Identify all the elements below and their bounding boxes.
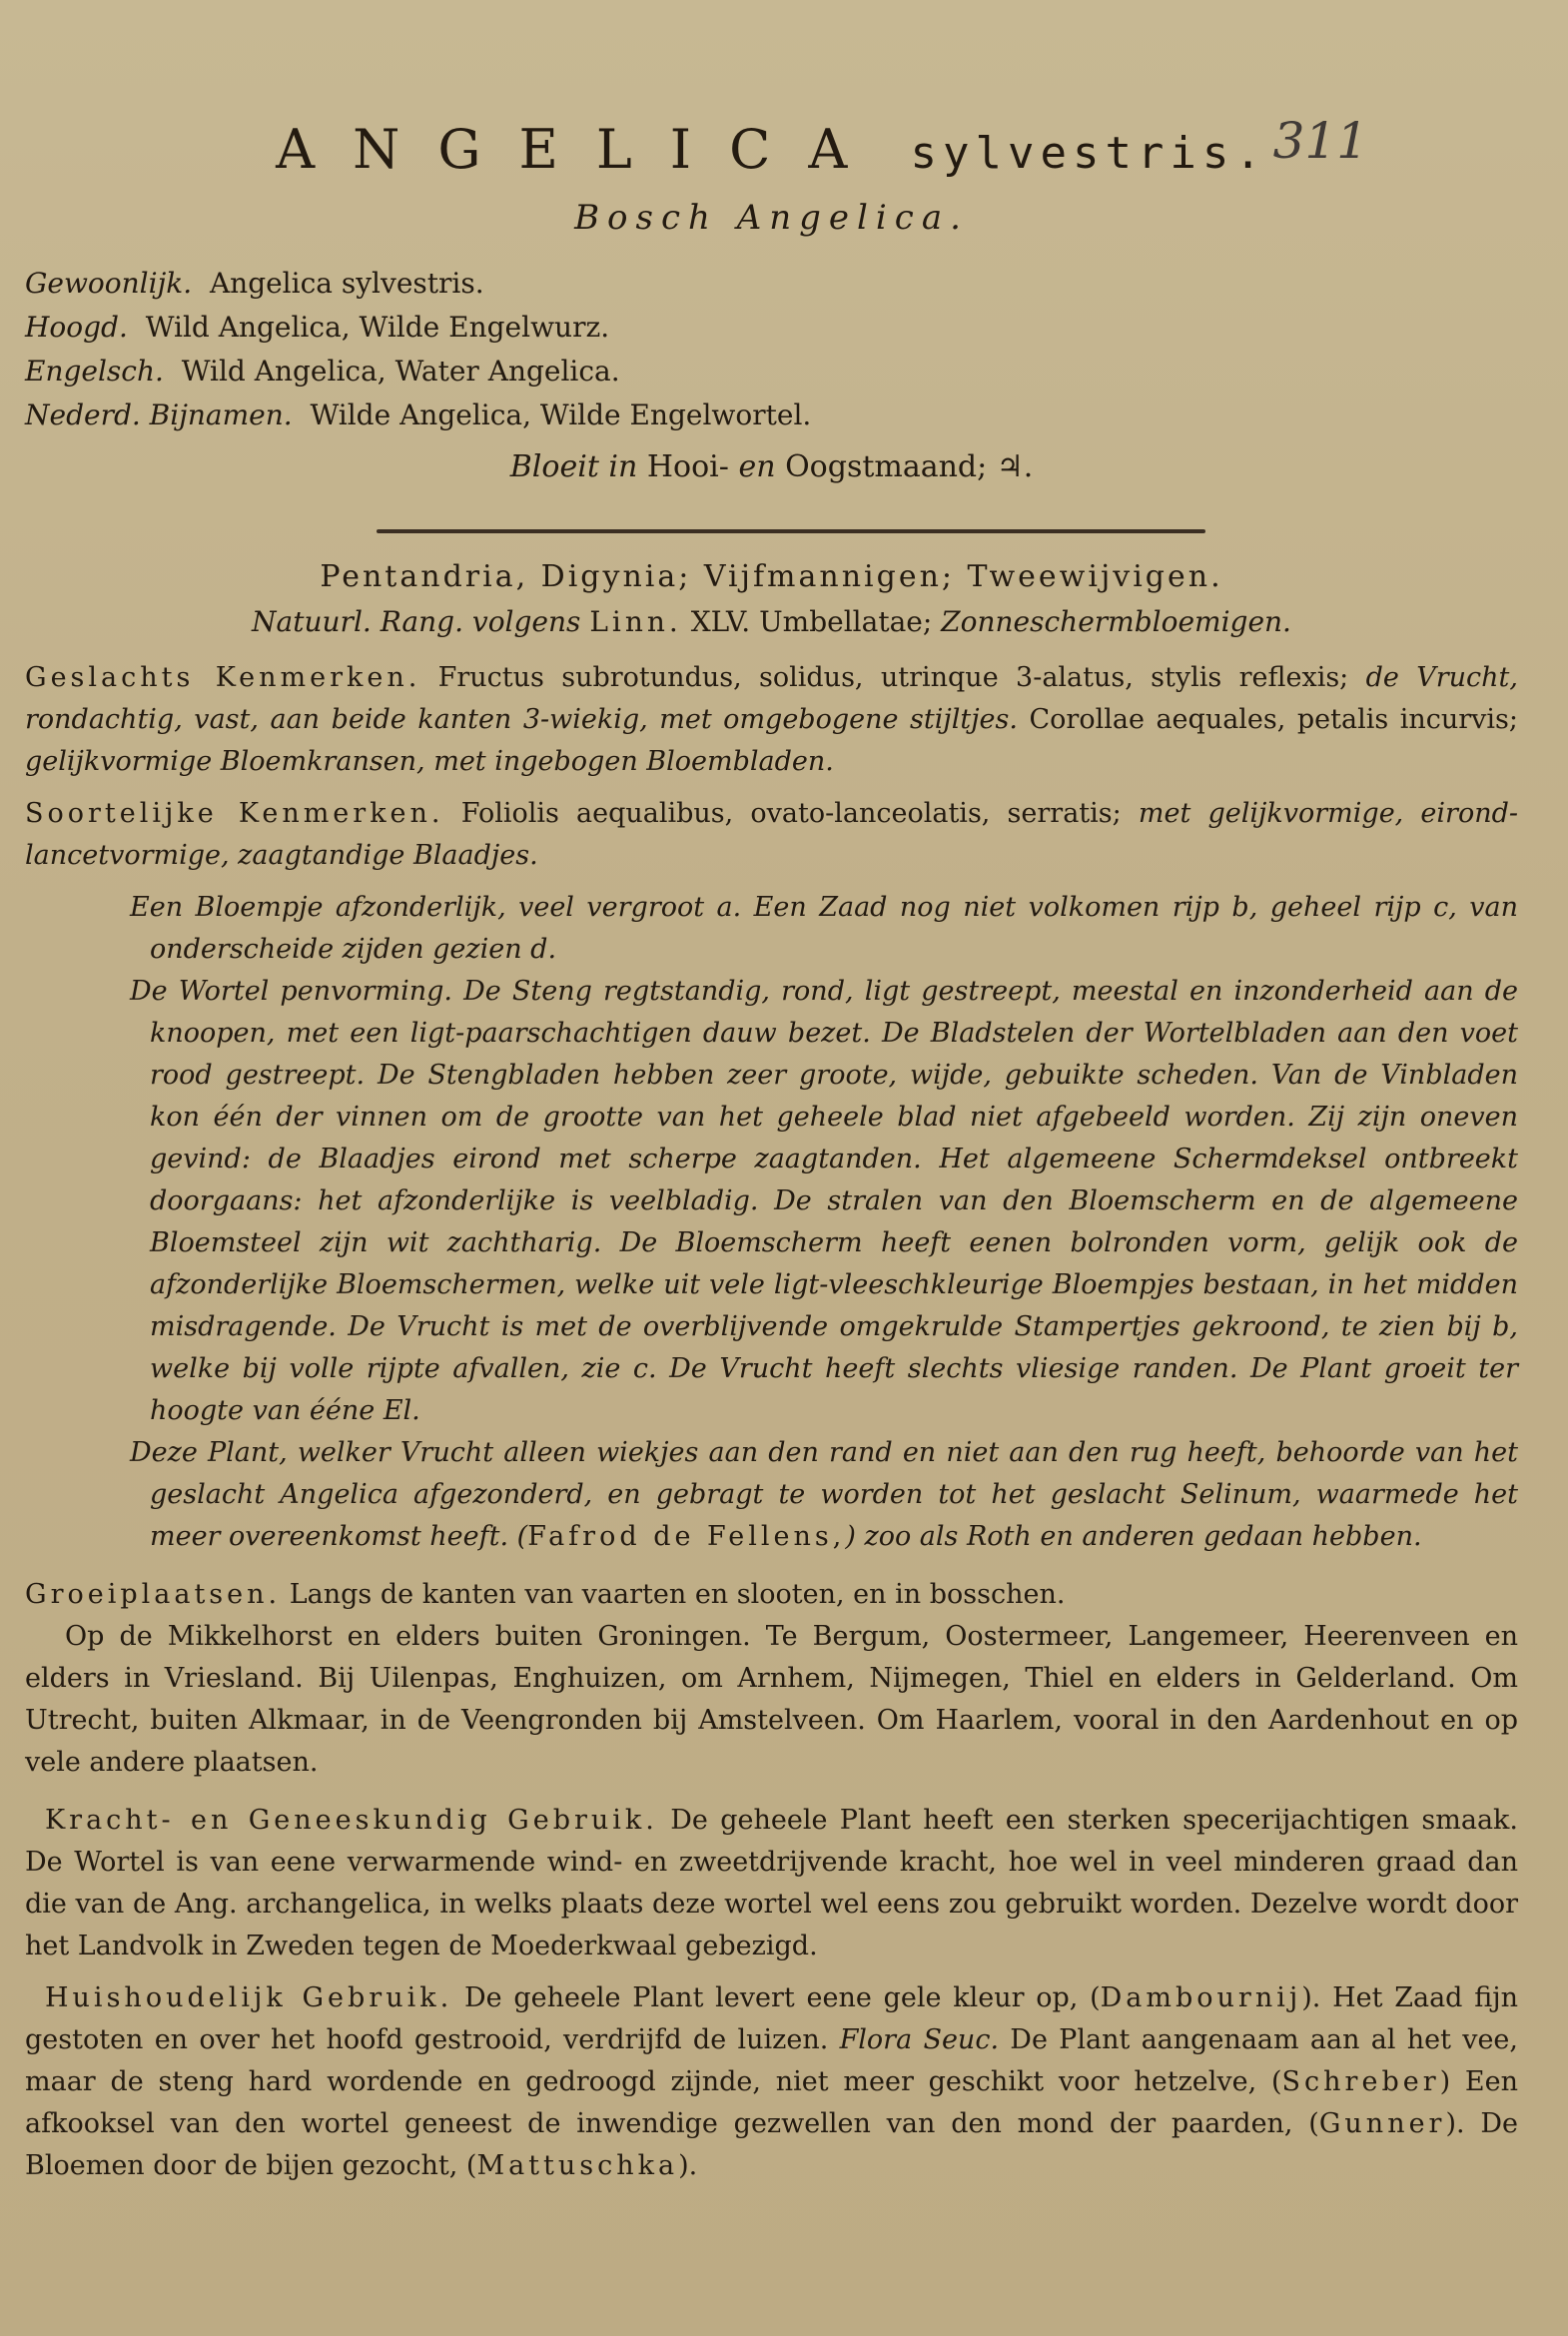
synonym-value: Wilde Angelica, Wilde Engelwortel. bbox=[310, 398, 812, 431]
plant-description: De Wortel penvorming. De Steng regtstandig, rond, ligt gestreept, meestal en inzonderheid aan de knoopen, met een ligt-paarschachtigen dauw bezet. De Bladstelen der Wortelbladen aan den voet rood gestreept. De Stengbladen hebben zeer groote, wijde, gebuikte scheden. Van de Vinbladen kon één der vinnen om de grootte van het geheele blad niet afgebeeld worden. Zij zijn oneven gevind: de Blaadjes eirond met scherpe zaagtanden. Het algemeene Schermdeksel ontbreekt doorgaans: het afzonderlijke is veelbladig. De stralen van den Bloemscherm en de algemeene Bloemsteel zijn wit zachtharig. De Bloemscherm heeft eenen bolronden vorm, gelijk ook de afzonderlijke Bloemschermen, welke uit vele ligt-vleeschkleurige Bloempjes bestaan, in het midden misdragende. De Vrucht is met de overblijvende omgekrulde Stampertjes gekroond, te zien bij b, welke bij volle rijpte afvallen, zie c. De Vrucht heeft slechts vliesige randen. De Plant groeit ter hoogte van ééne El. bbox=[130, 976, 1518, 1426]
latin-text: Corollae aequales, petalis incurvis; bbox=[1029, 704, 1519, 735]
remark-author: Fafrod de Fellens, bbox=[527, 1521, 846, 1552]
localities: Op de Mikkelhorst en elders buiten Groningen. Te Bergum, Oostermeer, Langemeer, Heerenveen en elders in Vriesland. Bij Uilenpas, Enghuizen, om Arnhem, Nijmegen, Thiel en elders in Gelderland. Om Utrecht, buiten Alkmaar, in de Veengronden bij Amstelveen. Om Haarlem, vooral in den Aardenhout en op vele andere plaatsen. bbox=[25, 1621, 1518, 1778]
dutch-text: met gelijkvormige, eirond-lancetvormige, zaagtandige Blaadjes. bbox=[25, 798, 1519, 871]
rank-prefix: Natuurl. Rang. volgens bbox=[252, 605, 581, 638]
medicinal-use bbox=[25, 1800, 1518, 1967]
taxonomy-remark bbox=[25, 1432, 1518, 1558]
synonym-value: Wild Angelica, Water Angelica. bbox=[181, 355, 620, 388]
synonym-value: Wild Angelica, Wilde Engelwurz. bbox=[145, 311, 610, 344]
classification: Pentandria, Digynia; Vijfmannigen; Tweewijvigen. bbox=[320, 559, 1223, 594]
species-title: sylvestris. bbox=[910, 128, 1267, 179]
household-use bbox=[25, 1977, 1518, 2187]
perennial-symbol: ♃. bbox=[996, 449, 1034, 484]
synonym-label: Engelsch. bbox=[25, 355, 164, 388]
plate-number: 311 bbox=[1272, 112, 1368, 170]
bloom-en: en bbox=[738, 449, 776, 484]
species-characters bbox=[25, 793, 1518, 877]
section-heading: Kracht- en Geneeskundig Gebruik. bbox=[45, 1805, 658, 1836]
synonym-line bbox=[25, 350, 1518, 393]
bloom-month2: Oogstmaand; bbox=[785, 449, 988, 484]
dutch-text: de Vrucht, rondachtig, vast, aan beide kanten 3-wiekig, met omgebogene stijltjes. bbox=[25, 662, 1518, 735]
household-ref: Flora Seuc. bbox=[839, 2024, 1000, 2055]
genus-characters bbox=[25, 657, 1518, 783]
household-text: ). De Bloemen door de bijen gezocht, ( bbox=[25, 2108, 1518, 2181]
habitat-text: Langs de kanten van vaarten en slooten, en in bosschen. bbox=[289, 1579, 1066, 1610]
remark-text: ) zoo als Roth en anderen gedaan hebben. bbox=[845, 1521, 1422, 1552]
figure-description: Een Bloempje afzonderlijk, veel vergroot a. Een Zaad nog niet volkomen rijp b, geheel rijp c, van onderscheide zijden gezien d. bbox=[130, 892, 1518, 965]
household-text: ). Het Zaad fijn gestoten en over het hoofd gestrooid, verdrijfd de luizen. bbox=[25, 1982, 1518, 2055]
household-text: ) Een afkooksel van den wortel geneest de inwendige gezwellen van den mond der paarden, ( bbox=[25, 2066, 1518, 2139]
dutch-text: gelijkvormige Bloemkransen, met ingebogen Bloembladen. bbox=[25, 746, 834, 777]
bloom-month1: Hooi- bbox=[646, 449, 729, 484]
dutch-name: Bosch Angelica. bbox=[574, 198, 969, 238]
household-ref: Dambournij bbox=[1100, 1982, 1302, 2013]
household-ref: Mattuschka bbox=[476, 2150, 679, 2181]
household-text: De geheele Plant levert eene gele kleur op, ( bbox=[463, 1982, 1101, 2013]
natural-rank bbox=[25, 605, 1518, 657]
section-heading: Groeiplaatsen. bbox=[25, 1579, 282, 1610]
latin-text: Foliolis aequalibus, ovato-lanceolatis, serratis; bbox=[460, 798, 1122, 829]
latin-text: Fructus subrotundus, solidus, utrinque 3-alatus, stylis reflexis; bbox=[437, 662, 1349, 693]
household-ref: Schreber bbox=[1281, 2066, 1440, 2097]
synonym-list bbox=[25, 262, 1518, 437]
household-text: De Plant aangenaam aan al het vee, maar de steng hard wordende en gedroogd zijnde, niet meer geschikt voor hetzelve, ( bbox=[25, 2024, 1518, 2097]
section-heading: Geslachts Kenmerken. bbox=[25, 662, 421, 693]
synonym-value: Angelica sylvestris. bbox=[209, 267, 484, 300]
synonym-label: Gewoonlijk. bbox=[25, 267, 193, 300]
synonym-line bbox=[25, 306, 1518, 350]
divider-rule bbox=[377, 529, 1205, 533]
bloom-prefix: Bloeit in bbox=[509, 449, 638, 484]
genus-title: ANGELICA bbox=[276, 118, 886, 181]
synonym-label: Nederd. Bijnamen. bbox=[25, 398, 293, 431]
title-row bbox=[25, 112, 1518, 198]
household-ref: Gunner bbox=[1318, 2108, 1446, 2139]
household-text: ). bbox=[678, 2150, 698, 2181]
habitat-section bbox=[25, 1574, 1518, 1616]
section-heading: Huishoudelijk Gebruik. bbox=[45, 1982, 453, 2013]
rank-linn: Linn. bbox=[589, 605, 682, 638]
remark-text: Deze Plant, welker Vrucht alleen wiekjes aan den rand en niet aan den rug heeft, behoorde van het geslacht Angelica afgezonderd, en gebragt te worden tot het geslacht Selinum, waarmede het meer overeenkomst heeft. ( bbox=[130, 1437, 1518, 1552]
synonym-line bbox=[25, 262, 1518, 306]
rank-dutch: Zonneschermbloemigen. bbox=[941, 605, 1291, 638]
section-heading: Soortelijke Kenmerken. bbox=[25, 798, 444, 829]
medicinal-text: De geheele Plant heeft een sterken specerijachtigen smaak. De Wortel is van eene verwarmende wind- en zweetdrijvende kracht, hoe wel in veel minderen graad dan die van de Ang. archangelica, in welks plaats deze wortel wel eens zou gebruikt worden. Dezelve wordt door het Landvolk in Zweden tegen de Moederkwaal gebezigd. bbox=[25, 1805, 1518, 1961]
synonym-label: Hoogd. bbox=[25, 311, 128, 344]
synonym-line bbox=[25, 393, 1518, 437]
rank-value: XLV. Umbellatae; bbox=[690, 605, 933, 638]
bloom-line bbox=[25, 449, 1518, 499]
